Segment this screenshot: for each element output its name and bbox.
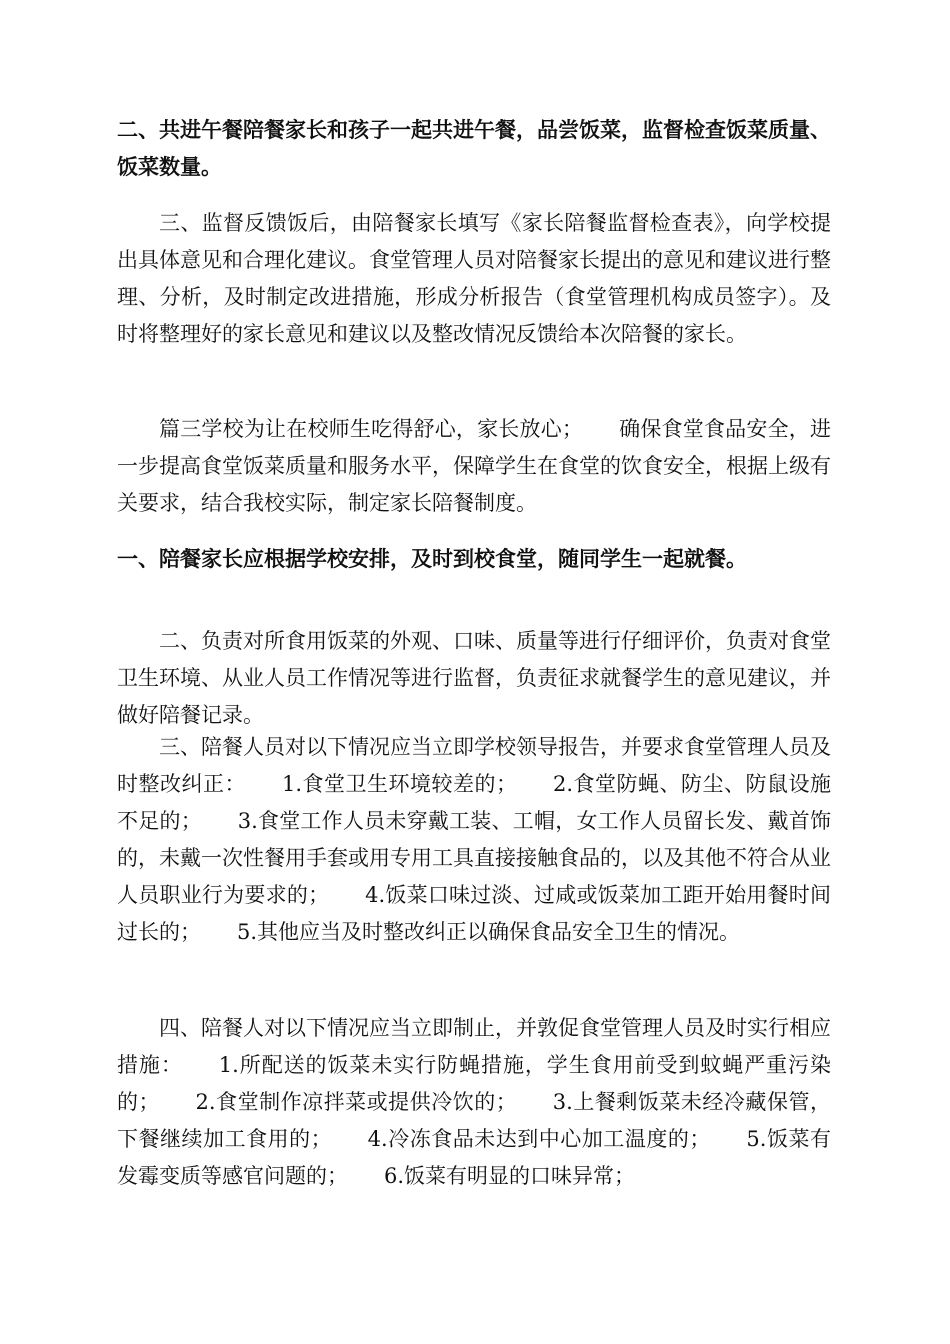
heading-text: 二、共进午餐陪餐家长和孩子一起共进午餐，品尝饭菜，监督检查饭菜质量、饭菜数量。 <box>117 118 831 179</box>
paragraph-text: 篇三学校为让在校师生吃得舒心，家长放心； <box>159 417 583 441</box>
list-item: 2.食堂制作凉拌菜或提供冷饮的； <box>195 1090 517 1114</box>
paragraph-text: 确保食堂食品安全，进一步提高食堂饭菜质量和服务水平，保障学生在食堂的饮食安全，根据上级有关要求，结合我校实际，制定家长陪餐制度。 <box>117 417 832 515</box>
list-item: 1.食堂卫生环境较差的； <box>281 772 517 796</box>
section-heading-lunch <box>117 112 831 186</box>
paragraph-intro-piansan <box>117 411 831 522</box>
list-item: 1.所配送的饭菜未实行防蝇措施，学生食用前受到蚊蝇严重污染的； <box>117 1053 831 1114</box>
paragraph-evaluation <box>117 623 831 734</box>
list-item: 3.食堂工作人员未穿戴工装、工帽，女工作人员留长发、戴首饰的，未戴一次性餐用手套或用专用工具直接接触食品的，以及其他不符合从业人员职业行为要求的； <box>117 809 831 907</box>
paragraph-report-list <box>117 729 831 951</box>
paragraph-text: 三、陪餐人员对以下情况应当立即学校领导报告，并要求食堂管理人员及时整改纠正： <box>117 735 831 796</box>
heading-text: 一、陪餐家长应根据学校安排，及时到校食堂，随同学生一起就餐。 <box>117 547 747 571</box>
paragraph-stop-list <box>117 1010 831 1195</box>
list-item: 6.饭菜有明显的口味异常； <box>384 1164 636 1188</box>
list-item: 3.上餐剩饭菜未经冷藏保管，下餐继续加工食用的； <box>117 1090 831 1151</box>
paragraph-text: 四、陪餐人对以下情况应当立即制止，并敦促食堂管理人员及时实行相应措施： <box>117 1016 831 1077</box>
section-heading-dining <box>117 541 831 578</box>
list-item: 4.饭菜口味过淡、过咸或饭菜加工距开始用餐时间过长的； <box>117 883 831 944</box>
paragraph-text: 二、负责对所食用饭菜的外观、口味、质量等进行仔细评价，负责对食堂卫生环境、从业人员工作情况等进行监督，负责征求就餐学生的意见建议，并做好陪餐记录。 <box>117 629 831 727</box>
paragraph-feedback <box>117 205 831 353</box>
list-item: 5.饭菜有发霉变质等感官问题的； <box>117 1127 831 1188</box>
list-item: 5.其他应当及时整改纠正以确保食品安全卫生的情况。 <box>237 920 741 944</box>
list-item: 4.冷冻食品未达到中心加工温度的； <box>367 1127 711 1151</box>
list-item: 2.食堂防蝇、防尘、防鼠设施不足的； <box>117 772 831 833</box>
paragraph-text: 三、监督反馈饭后，由陪餐家长填写《家长陪餐监督检查表》，向学校提出具体意见和合理化建议。食堂管理人员对陪餐家长提出的意见和建议进行整理、分析，及时制定改进措施，形成分析报告（食堂管理机构成员签字）。及时将整理好的家长意见和建议以及整改情况反馈给本次陪餐的家长。 <box>117 211 831 346</box>
